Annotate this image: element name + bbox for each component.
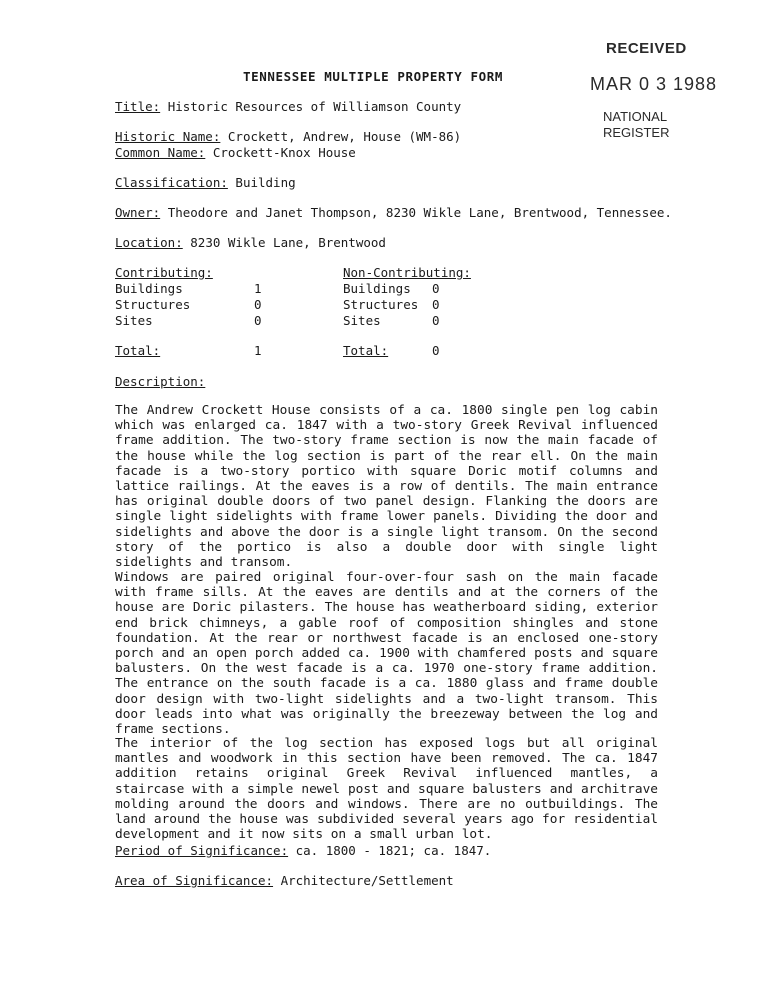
location-field <box>115 235 386 251</box>
area-field <box>115 873 454 889</box>
period-label: Period of Significance: <box>115 843 289 858</box>
owner-label: Owner: <box>115 205 161 220</box>
historic-name-value: Crockett, Andrew, House (WM-86) <box>227 129 462 144</box>
description-paragraph: The Andrew Crockett House consists of a ca. 1800 single pen log cabin which was enlarged ca. 1847 with a two-story Greek Revival influenced frame addition. The two-story frame section is now the main facade of the house while the log section is part of the rear ell. On the main facade is a two-story portico with square Doric motif columns and lattice railings. At the eaves is a row of dentils. The main entrance has original double doors of two panel design. Flanking the doors are single light sidelights with frame lower panels. Dividing the door and sidelights and above the door is a single light transom. On the second story of the portico is also a double door with single light sidelights and transom. <box>115 403 658 571</box>
historic-name-field <box>115 129 461 145</box>
common-name-field <box>115 145 356 161</box>
received-stamp: RECEIVED <box>606 40 687 57</box>
classification-label: Classification: <box>115 175 228 190</box>
common-name-value: Crockett-Knox House <box>212 145 356 160</box>
national-register-stamp <box>603 109 670 141</box>
contributing-header: Contributing: <box>115 265 213 280</box>
owner-field <box>115 205 672 221</box>
noncontributing-count: 0 <box>432 281 440 296</box>
row-label: Sites <box>343 313 381 328</box>
description-label: Description: <box>115 374 206 389</box>
classification-field <box>115 175 296 191</box>
stamp-national: NATIONAL <box>603 109 668 124</box>
total-label: Total: <box>343 343 389 358</box>
description-paragraph: The interior of the log section has exposed logs but all original mantles and woodwork in this section have been removed. The ca. 1847 addition retains original Greek Revival influenced mantles, a staircase with a simple newel post and square balusters and architrave molding around the doors and windows. There are no outbuildings. The land around the house was subdivided several years ago for residential development and it now sits on a small urban lot. <box>115 736 658 843</box>
contributing-count: 0 <box>254 313 262 328</box>
contributing-count: 1 <box>254 281 262 296</box>
title-field <box>115 99 461 115</box>
common-name-label: Common Name: <box>115 145 206 160</box>
title-label: Title: <box>115 99 161 114</box>
stamp-register: REGISTER <box>603 125 670 140</box>
row-label: Sites <box>115 313 153 328</box>
row-label: Structures <box>343 297 419 312</box>
total-contributing: 1 <box>254 343 262 358</box>
noncontributing-header: Non-Contributing: <box>343 265 471 280</box>
total-label: Total: <box>115 343 161 358</box>
description-paragraph: Windows are paired original four-over-four sash on the main facade with frame sills. At the eaves are dentils and at the corners of the house are Doric pilasters. The house has weatherboard siding, exterior end brick chimneys, a gable roof of composition shingles and stone foundation. At the rear or northwest facade is an enclosed one-story porch and an open porch added ca. 1900 with chamfered posts and square balusters. On the west facade is a ca. 1970 one-story frame addition. The entrance on the south facade is a ca. 1880 glass and frame double door design with two-light sidelights and a two-light transom. This door leads into what was originally the breezeway between the log and frame sections. <box>115 570 658 738</box>
location-label: Location: <box>115 235 183 250</box>
noncontributing-count: 0 <box>432 297 440 312</box>
form-title: TENNESSEE MULTIPLE PROPERTY FORM <box>243 69 504 84</box>
period-value: ca. 1800 - 1821; ca. 1847. <box>295 843 492 858</box>
historic-name-label: Historic Name: <box>115 129 221 144</box>
classification-value: Building <box>235 175 296 190</box>
received-date-stamp: MAR 0 3 1988 <box>590 74 718 94</box>
row-label: Structures <box>115 297 191 312</box>
location-value: 8230 Wikle Lane, Brentwood <box>190 235 386 250</box>
period-field <box>115 843 491 859</box>
total-noncontributing: 0 <box>432 343 440 358</box>
row-label: Buildings <box>115 281 183 296</box>
title-value: Historic Resources of Williamson County <box>167 99 462 114</box>
owner-value: Theodore and Janet Thompson, 8230 Wikle Lane, Brentwood, Tennessee. <box>167 205 672 220</box>
row-label: Buildings <box>343 281 411 296</box>
contributing-count: 0 <box>254 297 262 312</box>
area-value: Architecture/Settlement <box>280 873 454 888</box>
area-label: Area of Significance: <box>115 873 274 888</box>
noncontributing-count: 0 <box>432 313 440 328</box>
